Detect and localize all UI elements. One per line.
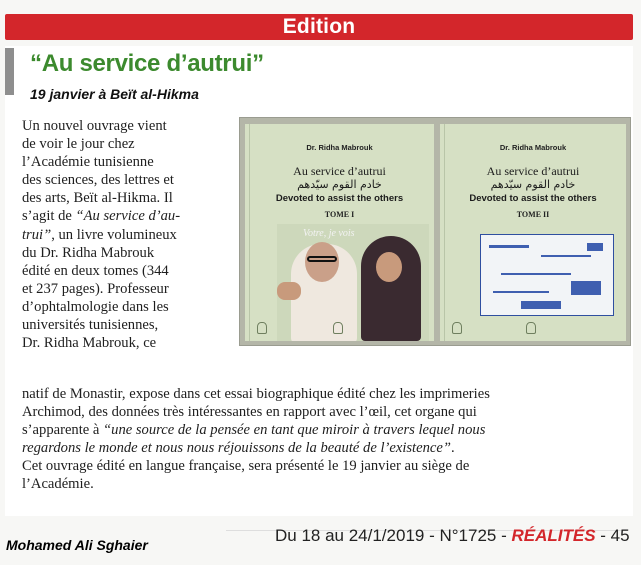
body-line-text: Archimod, des données très intéressantes en rapport avec l’œil, cet organe qui <box>22 404 477 421</box>
body-line-text: Un nouvel ouvrage vient <box>22 118 167 134</box>
body-line <box>22 117 242 135</box>
cover-portrait-photo <box>277 224 429 341</box>
section-banner <box>5 14 633 40</box>
cover-side-title <box>254 184 262 304</box>
cover-title-ar: خادم القوم سيّدهم <box>490 178 576 191</box>
cover-logo-left <box>257 322 267 334</box>
portrait-glasses <box>307 256 337 262</box>
cover-author: Dr. Ridha Mabrouk <box>499 143 567 152</box>
body-line <box>22 171 242 189</box>
body-line-text: . <box>450 440 455 457</box>
cover-title-fr: Au service d’autrui <box>293 164 386 178</box>
map-stroke <box>489 245 529 248</box>
portrait-hand <box>277 282 301 300</box>
cover-fold <box>249 124 250 341</box>
cover-logo-center <box>333 322 343 334</box>
body-line <box>22 153 242 171</box>
page-number: - 45 <box>595 526 630 545</box>
cover-handwritten-motto: Votre, je vois <box>303 228 355 239</box>
body-line <box>22 298 242 316</box>
body-line <box>22 135 242 153</box>
body-line-text: et 237 pages). Professeur <box>22 280 169 297</box>
body-line-text: d’ophtalmologie dans les <box>22 298 169 315</box>
book-cover-tome-1 <box>245 124 434 341</box>
cover-logo-center <box>526 322 536 334</box>
magazine-brand: RÉALITÉS <box>511 526 596 545</box>
issue-date-number: Du 18 au 24/1/2019 - N°1725 - <box>275 526 512 545</box>
body-line-text: l’Académie. <box>22 476 94 493</box>
body-line <box>22 207 242 225</box>
body-line <box>22 262 242 280</box>
body-line-text: des sciences, des lettres et <box>22 172 174 189</box>
map-stroke <box>501 273 571 275</box>
title-accent-bar <box>5 48 14 95</box>
body-line <box>22 439 627 457</box>
portrait-woman-face <box>376 252 402 282</box>
body-line-quote: regardons le monde et nous nous réjouissons de la beauté de l’existence” <box>22 440 451 457</box>
cover-title-fr: Au service d’autrui <box>486 164 580 178</box>
body-line-text: des arts, Beït al-Hikma. Il <box>22 190 173 207</box>
body-line <box>22 189 242 207</box>
map-stroke <box>541 255 591 257</box>
portrait-man-head <box>305 242 339 282</box>
body-line <box>22 421 627 439</box>
article-title: “Au service d’autrui” <box>30 50 264 77</box>
issue-line <box>275 526 630 546</box>
body-line-text: natif de Monastir, expose dans cet essai biographique édité chez les imprimeries <box>22 386 490 402</box>
body-line-text: de voir le jour chez <box>22 136 135 153</box>
body-line <box>22 244 242 262</box>
body-line-text: s’apparente à <box>22 422 104 439</box>
body-line <box>22 334 242 352</box>
body-line-text: universités tunisiennes, <box>22 317 159 334</box>
article-body-column <box>22 117 242 352</box>
article-subtitle: 19 janvier à Beït al-Hikma <box>30 86 199 102</box>
map-stroke <box>493 291 549 293</box>
map-block <box>571 281 601 295</box>
body-line <box>22 226 242 244</box>
cover-tome-label: TOME II <box>516 210 550 219</box>
body-line-text: s’agit de <box>22 208 76 225</box>
body-line-text: édité en deux tomes (344 <box>22 262 169 279</box>
body-line-quote: “Au service d’au- <box>75 208 181 225</box>
article-body-wide <box>22 385 627 494</box>
cover-title-ar: خادم القوم سيّدهم <box>297 178 382 191</box>
cover-title-en: Devoted to assist the others <box>275 193 404 204</box>
body-line <box>22 316 242 334</box>
body-line <box>22 475 627 493</box>
cover-logo-left <box>452 322 462 334</box>
author-signature: Mohamed Ali Sghaier <box>6 537 148 553</box>
body-line-quote: “une source de la pensée en tant que miroir à travers lequel nous <box>103 422 486 439</box>
book-covers-photo <box>239 117 631 346</box>
body-line <box>22 457 627 475</box>
cover-title-en: Devoted to assist the others <box>469 193 597 204</box>
cover-author: Dr. Ridha Mabrouk <box>306 143 373 152</box>
cover-fold <box>444 124 445 341</box>
body-line <box>22 403 627 421</box>
body-line-quote: trui” <box>22 226 52 243</box>
body-line <box>22 385 627 403</box>
cover-map-illustration <box>480 234 614 316</box>
body-line-text: Dr. Ridha Mabrouk, ce <box>22 335 157 352</box>
map-block <box>521 301 561 309</box>
map-block <box>587 243 603 251</box>
cover-tome-label: TOME I <box>324 210 355 219</box>
body-line-text: Cet ouvrage édité en langue française, sera présenté le 19 janvier au siège de <box>22 458 470 475</box>
section-label: Edition <box>282 15 356 38</box>
book-cover-tome-2 <box>440 124 626 341</box>
body-line-text: du Dr. Ridha Mabrouk <box>22 244 155 261</box>
body-line-text: l’Académie tunisienne <box>22 154 154 171</box>
body-line-text: , un livre volumineux <box>51 226 177 243</box>
body-line <box>22 280 242 298</box>
